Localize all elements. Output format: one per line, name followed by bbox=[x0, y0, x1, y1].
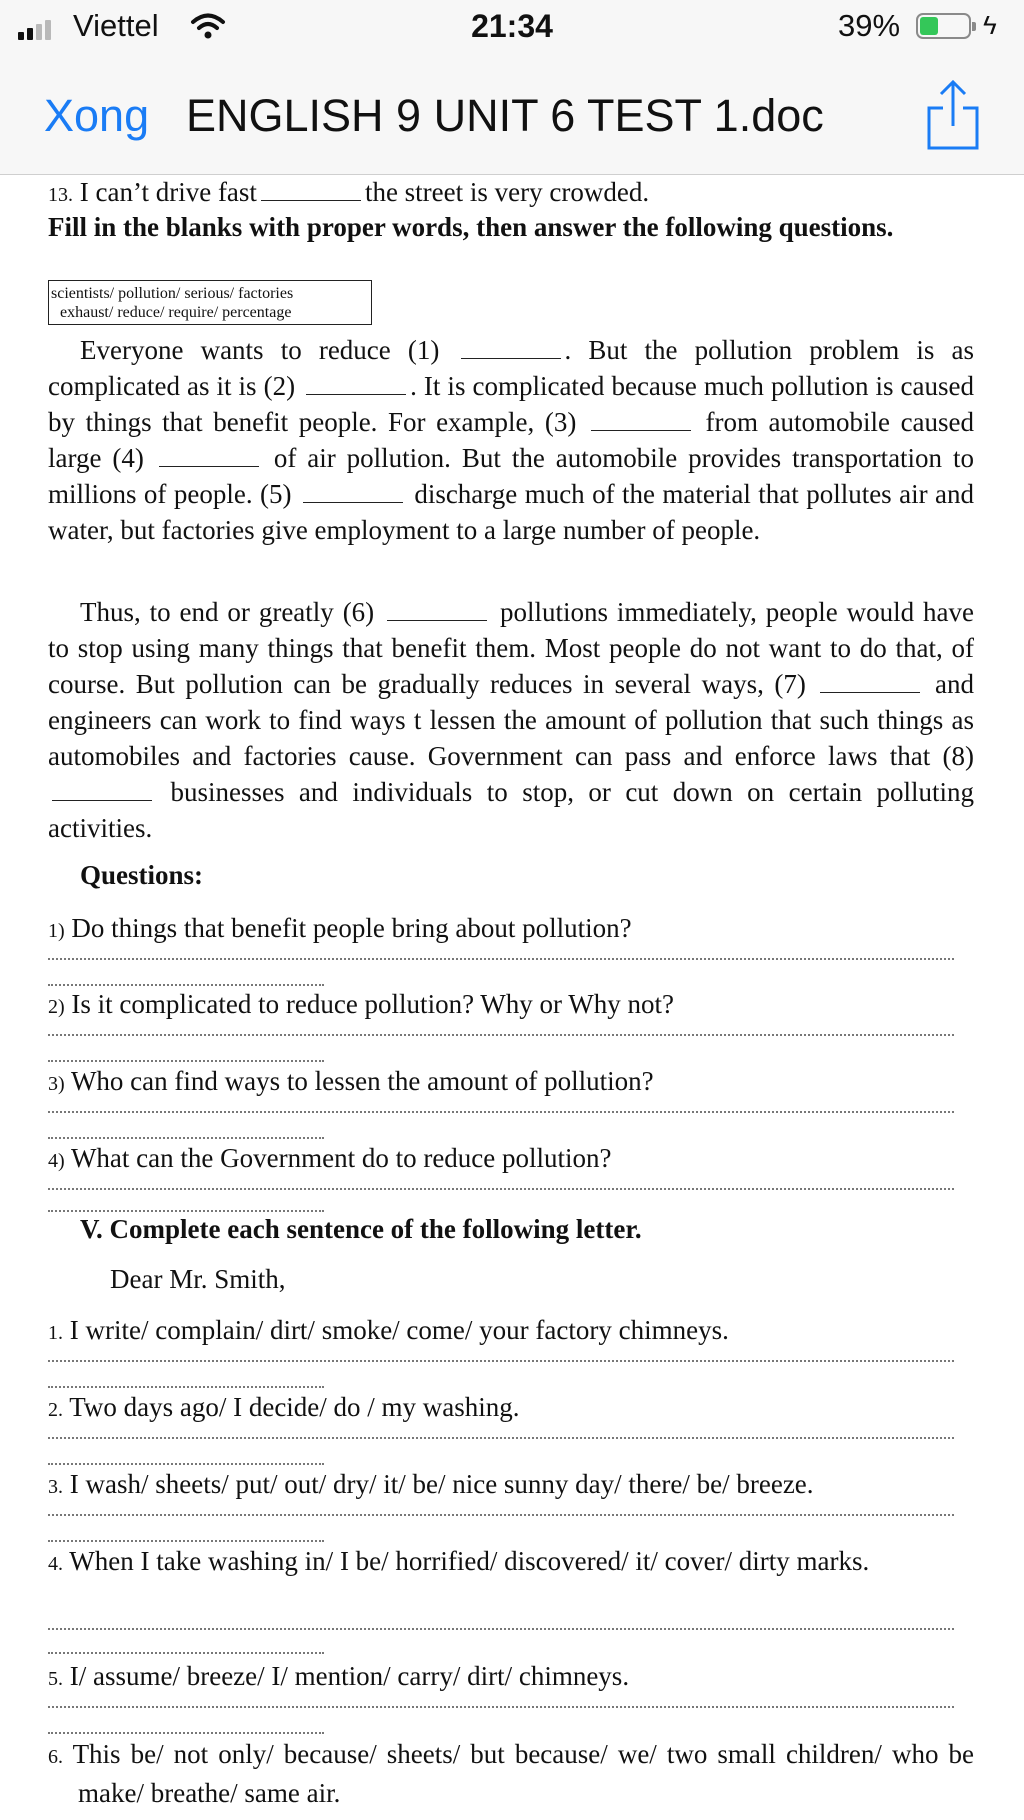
answer-dotted-line bbox=[48, 1652, 324, 1654]
word-box-row: exhaust/ reduce/ require/ percentage bbox=[60, 304, 292, 321]
answer-dotted-line bbox=[48, 1437, 954, 1439]
letter-item: 1. I write/ complain/ dirt/ smoke/ come/ your factory chimneys. bbox=[48, 1315, 729, 1345]
battery-level-fill bbox=[920, 17, 938, 35]
letter-salutation: Dear Mr. Smith, bbox=[110, 1264, 286, 1294]
answer-dotted-line bbox=[48, 1034, 954, 1036]
word-box bbox=[48, 280, 372, 325]
answer-dotted-line bbox=[48, 1360, 954, 1362]
letter-item: 2. Two days ago/ I decide/ do / my washing. bbox=[48, 1392, 520, 1422]
passage-paragraph-1: Everyone wants to reduce (1) . But the pollution problem is as complicated as it is (2) . It is complicated because much pollution is caused by things that benefit people. For example, (3) from automobile caused large (4) of air pollution. But the automobile provides transportation to millions of people. (5) discharge much of the material that pollutes air and water, but factories give employment to a large number of people. bbox=[48, 332, 974, 548]
letter-item: 3. I wash/ sheets/ put/ out/ dry/ it/ be/ nice sunny day/ there/ be/ breeze. bbox=[48, 1469, 814, 1499]
document-title: ENGLISH 9 UNIT 6 TEST 1.doc bbox=[186, 90, 824, 141]
charging-bolt-icon: ϟ bbox=[983, 10, 997, 40]
share-icon[interactable] bbox=[925, 78, 981, 150]
section-5-heading: V. Complete each sentence of the following letter. bbox=[80, 1214, 642, 1244]
answer-dotted-line bbox=[48, 1514, 954, 1516]
passage-paragraph-2: Thus, to end or greatly (6) pollutions immediately, people would have to stop using many things that benefit them. Most people do not want to do that, of course. But pollution can be gradually reduces in several ways, (7) and engineers can work to find ways t lessen the amount of pollution that such things as automobiles and factories cause. Government can pass and enforce laws that (8) businesses and individuals to stop, or cut down on certain polluting activities. bbox=[48, 594, 974, 846]
done-button[interactable]: Xong bbox=[44, 90, 150, 141]
answer-dotted-line bbox=[48, 1188, 954, 1190]
letter-item: 6. This be/ not only/ because/ sheets/ but because/ we/ two small children/ who be make/ breathe/ same air. bbox=[48, 1739, 974, 1808]
battery-percentage: 39% bbox=[838, 8, 901, 43]
answer-dotted-line bbox=[48, 1732, 324, 1734]
answer-dotted-line bbox=[48, 1137, 324, 1139]
letter-item: 5. I/ assume/ breeze/ I/ mention/ carry/ dirt/ chimneys. bbox=[48, 1661, 630, 1691]
question-item: 1) Do things that benefit people bring about pollution? bbox=[48, 913, 632, 943]
clock: 21:34 bbox=[471, 8, 553, 44]
word-box-row: scientists/ pollution/ serious/ factories bbox=[51, 285, 294, 302]
question-item: 2) Is it complicated to reduce pollution? Why or Why not? bbox=[48, 989, 675, 1019]
navigation-bar bbox=[0, 56, 1024, 175]
questions-heading: Questions: bbox=[80, 860, 204, 890]
answer-dotted-line bbox=[48, 1060, 324, 1062]
carrier-name: Viettel bbox=[73, 8, 159, 43]
question-13: 13. I can’t drive fast the street is very crowded. bbox=[48, 174, 974, 213]
status-bar bbox=[0, 0, 1024, 56]
answer-dotted-line bbox=[48, 1111, 954, 1113]
answer-dotted-line bbox=[48, 958, 954, 960]
letter-item: 4. When I take washing in/ I be/ horrified/ discovered/ it/ cover/ dirty marks. bbox=[48, 1546, 870, 1576]
cellular-signal-icon bbox=[18, 20, 51, 40]
answer-dotted-line bbox=[48, 1706, 954, 1708]
fill-blanks-instruction: Fill in the blanks with proper words, then answer the following questions. bbox=[48, 212, 894, 242]
battery-icon bbox=[916, 13, 971, 39]
question-item: 4) What can the Government do to reduce pollution? bbox=[48, 1143, 612, 1173]
question-item: 3) Who can find ways to lessen the amount of pollution? bbox=[48, 1066, 654, 1096]
answer-dotted-line bbox=[48, 1386, 324, 1388]
answer-dotted-line bbox=[48, 1463, 324, 1465]
wifi-icon bbox=[190, 12, 226, 40]
answer-dotted-line bbox=[48, 1540, 324, 1542]
answer-dotted-line bbox=[48, 1628, 954, 1630]
answer-dotted-line bbox=[48, 1210, 324, 1212]
blank-line bbox=[261, 174, 361, 201]
